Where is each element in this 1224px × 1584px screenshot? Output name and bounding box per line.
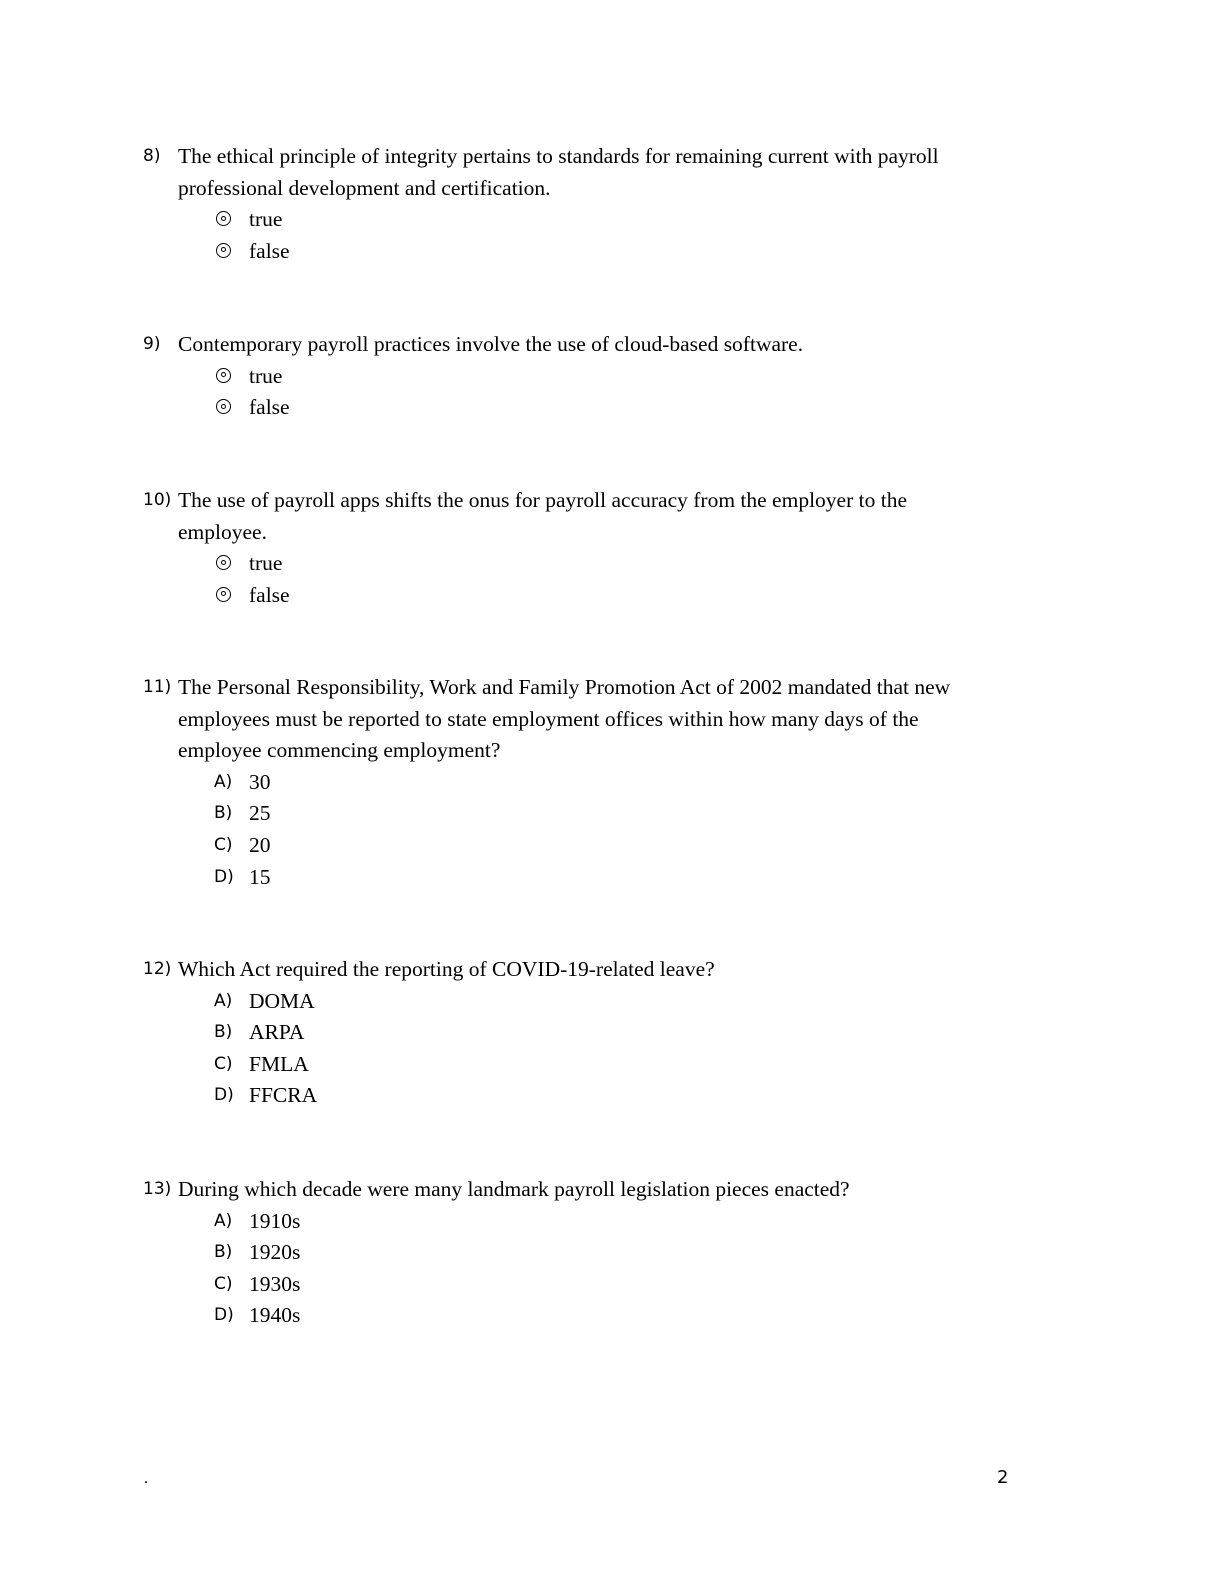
question-text: Which Act required the reporting of COVID-19-related leave?: [178, 957, 715, 981]
radio-icon[interactable]: [216, 368, 231, 383]
question-line: [0, 1174, 1224, 1206]
question-line: [0, 517, 1224, 549]
option-label: B): [214, 1022, 233, 1043]
question-text: professional development and certification.: [178, 175, 551, 200]
option-text: 1940s: [249, 1303, 301, 1328]
question-10: [0, 485, 1224, 611]
option-text: true: [249, 551, 283, 576]
page-number: 2: [997, 1467, 1009, 1488]
radio-icon[interactable]: [216, 243, 231, 258]
question-11: [0, 672, 1224, 893]
question-line: [0, 141, 1224, 173]
option-text: 15: [249, 864, 271, 889]
option-label: C): [214, 1053, 233, 1074]
question-text: The ethical principle of integrity pertains to standards for remaining current with payroll: [178, 144, 939, 168]
answer-option[interactable]: [0, 580, 1224, 612]
question-9: [0, 329, 1224, 424]
answer-option[interactable]: [0, 1080, 1224, 1112]
option-text: 1930s: [249, 1271, 301, 1296]
option-label: A): [214, 1210, 233, 1231]
answer-option[interactable]: [0, 1049, 1224, 1081]
option-text: false: [249, 395, 290, 420]
question-number: 10): [143, 490, 172, 510]
option-label: C): [214, 1273, 233, 1294]
option-label: A): [214, 990, 233, 1011]
answer-option[interactable]: [0, 204, 1224, 236]
question-8: [0, 141, 1224, 267]
radio-icon[interactable]: [216, 587, 231, 602]
question-number: 11): [143, 677, 172, 697]
answer-option[interactable]: [0, 862, 1224, 894]
question-text: During which decade were many landmark payroll legislation pieces enacted?: [178, 1177, 850, 1201]
radio-icon[interactable]: [216, 399, 231, 414]
option-text: false: [249, 238, 290, 263]
question-number: 12): [143, 959, 172, 979]
answer-option[interactable]: [0, 1300, 1224, 1332]
option-label: D): [214, 1305, 234, 1326]
answer-option[interactable]: [0, 236, 1224, 268]
answer-option[interactable]: [0, 767, 1224, 799]
question-text: employees must be reported to state employment offices within how many days of the: [178, 706, 919, 731]
question-line: [0, 173, 1224, 205]
option-label: B): [214, 803, 233, 824]
question-number: 9): [143, 334, 161, 354]
question-text: Contemporary payroll practices involve the use of cloud-based software.: [178, 332, 804, 356]
option-text: FFCRA: [249, 1083, 318, 1108]
answer-option[interactable]: [0, 986, 1224, 1018]
question-text: employee.: [178, 519, 267, 544]
question-text: The use of payroll apps shifts the onus for payroll accuracy from the employer to the: [178, 488, 907, 512]
option-label: D): [214, 1085, 234, 1106]
option-label: D): [214, 866, 234, 887]
option-text: 20: [249, 832, 271, 857]
answer-option[interactable]: [0, 1017, 1224, 1049]
question-text: employee commencing employment?: [178, 738, 501, 763]
option-text: 1920s: [249, 1240, 301, 1265]
question-12: [0, 954, 1224, 1112]
option-text: 25: [249, 801, 271, 826]
answer-option[interactable]: [0, 830, 1224, 862]
option-text: 30: [249, 769, 271, 794]
option-label: B): [214, 1242, 233, 1263]
option-label: C): [214, 834, 233, 855]
question-line: [0, 954, 1224, 986]
question-number: 8): [143, 146, 161, 166]
footer-mark: .: [144, 1470, 148, 1487]
answer-option[interactable]: [0, 1237, 1224, 1269]
option-text: ARPA: [249, 1020, 305, 1045]
option-text: FMLA: [249, 1051, 309, 1076]
option-text: true: [249, 363, 283, 388]
question-line: [0, 329, 1224, 361]
option-text: 1910s: [249, 1208, 301, 1233]
answer-option[interactable]: [0, 361, 1224, 393]
answer-option[interactable]: [0, 1269, 1224, 1301]
question-line: [0, 735, 1224, 767]
option-text: true: [249, 207, 283, 232]
question-line: [0, 704, 1224, 736]
question-line: [0, 672, 1224, 704]
radio-icon[interactable]: [216, 211, 231, 226]
option-label: A): [214, 771, 233, 792]
question-number: 13): [143, 1179, 172, 1199]
answer-option[interactable]: [0, 548, 1224, 580]
question-13: [0, 1174, 1224, 1332]
option-text: false: [249, 582, 290, 607]
answer-option[interactable]: [0, 798, 1224, 830]
answer-option[interactable]: [0, 1206, 1224, 1238]
option-text: DOMA: [249, 988, 315, 1013]
radio-icon[interactable]: [216, 555, 231, 570]
question-line: [0, 485, 1224, 517]
answer-option[interactable]: [0, 392, 1224, 424]
question-text: The Personal Responsibility, Work and Family Promotion Act of 2002 mandated that new: [178, 675, 951, 699]
